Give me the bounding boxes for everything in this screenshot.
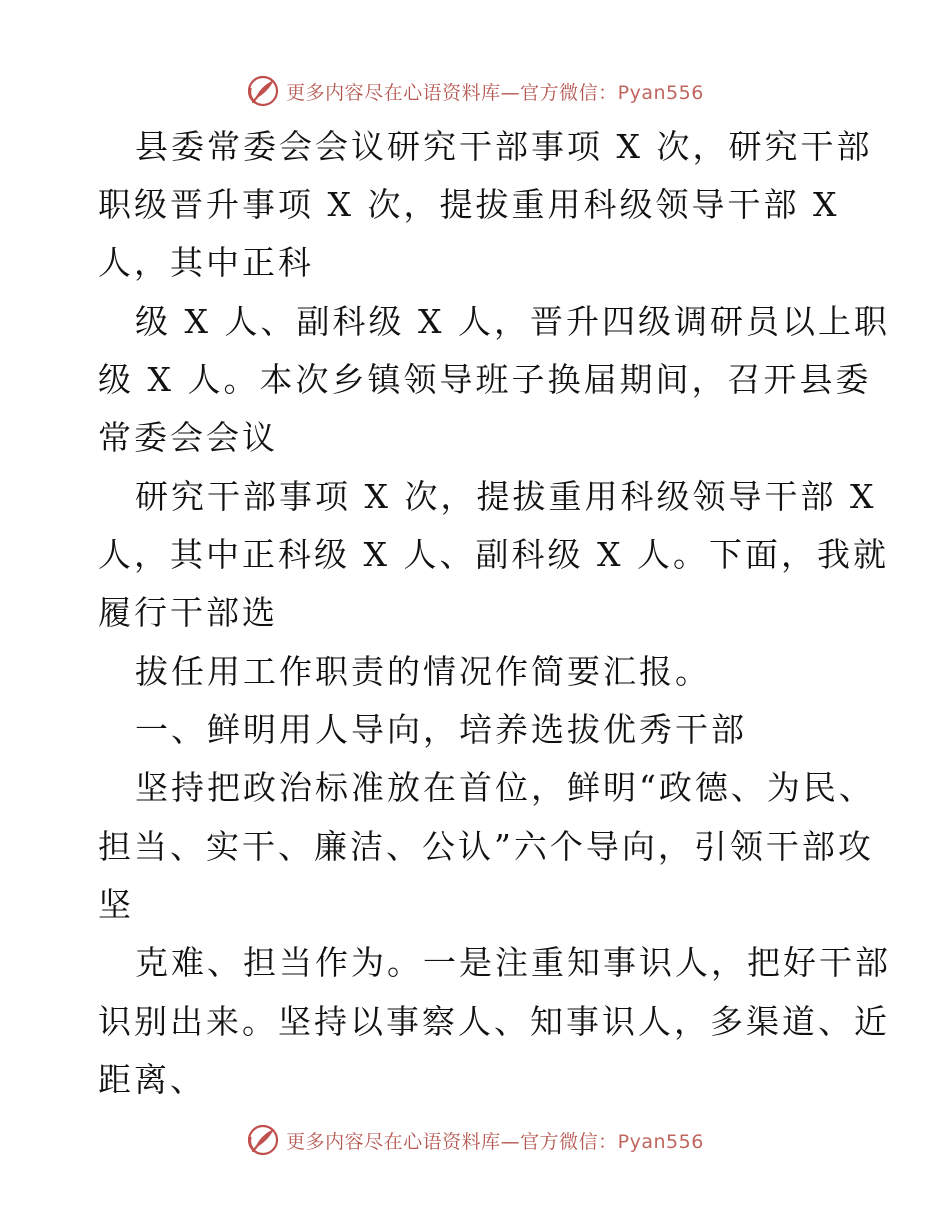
body-line: 人，其中正科 (98, 243, 314, 282)
body-line: 人，其中正科级 X 人、副科级 X 人。下面，我就 (98, 535, 889, 574)
quill-pen-logo-icon (246, 1123, 280, 1157)
footer-wechat-id: Pyan556 (617, 1130, 704, 1153)
body-line: 县委常委会会议研究干部事项 X 次，研究干部 (135, 127, 873, 166)
header-wechat-id: Pyan556 (617, 81, 704, 104)
body-line: 研究干部事项 X 次，提拔重用科级领导干部 X (135, 477, 877, 516)
body-line: 克难、担当作为。一是注重知事识人，把好干部 (135, 943, 891, 982)
body-line: 履行干部选 (98, 593, 278, 632)
body-line: 识别出来。坚持以事察人、知事识人，多渠道、近 (98, 1002, 890, 1041)
body-line: 拔任用工作职责的情况作简要汇报。 (135, 652, 711, 691)
body-line: 坚持把政治标准放在首位，鲜明“政德、为民、 (135, 768, 875, 807)
body-line: 担当、实干、廉洁、公认”六个导向，引领干部攻 (98, 827, 874, 866)
body-line: 常委会会议 (98, 418, 278, 457)
body-line: 距离、 (98, 1060, 206, 1099)
body-line: 级 X 人、副科级 X 人，晋升四级调研员以上职 (135, 302, 890, 341)
header-banner-text: 更多内容尽在心语资料库—官方微信：Pyan556 (286, 81, 704, 104)
body-line: 职级晋升事项 X 次，提拔重用科级领导干部 X (98, 185, 840, 224)
body-line: 级 X 人。本次乡镇领导班子换届期间，召开县委 (98, 360, 872, 399)
body-line: 坚 (98, 885, 134, 924)
section-heading: 一、鲜明用人导向，培养选拔优秀干部 (135, 710, 747, 749)
footer-banner-text: 更多内容尽在心语资料库—官方微信：Pyan556 (286, 1130, 704, 1153)
footer-banner (0, 1120, 950, 1160)
